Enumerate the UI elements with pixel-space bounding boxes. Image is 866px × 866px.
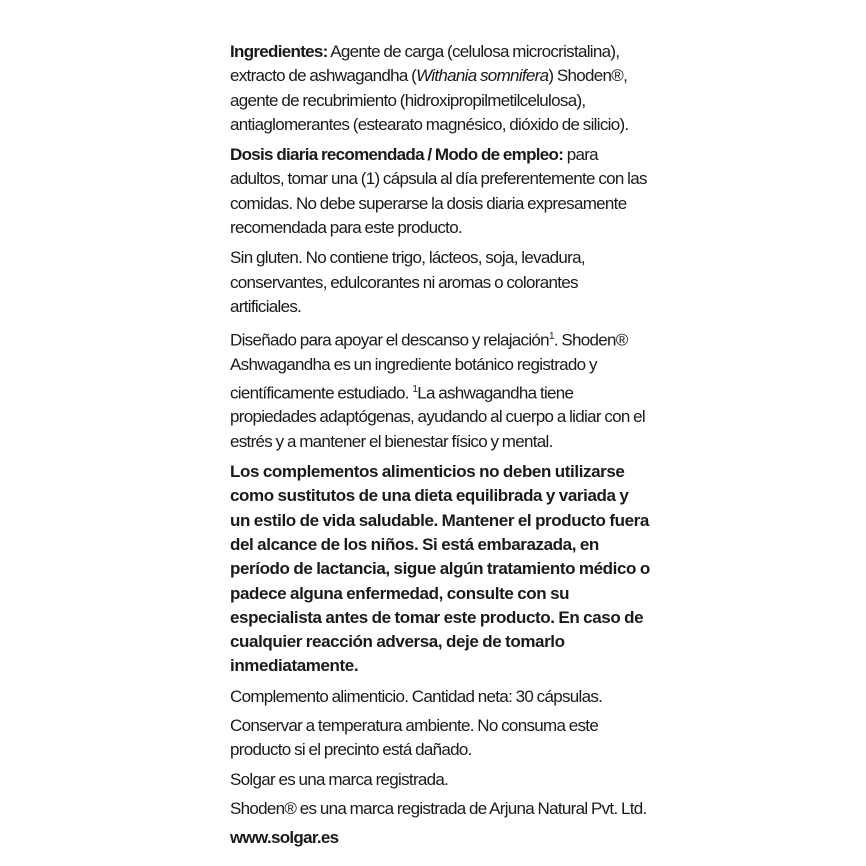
ingredients-heading: Ingredientes: — [230, 42, 328, 61]
dosage-paragraph — [230, 143, 650, 240]
design-text-a: Diseñado para apoyar el descanso y relajación — [230, 330, 549, 350]
ingredients-text-after: ) Shoden®, agente de recubrimiento (hidroxipropilmetilcelulosa), antiaglomerantes (estearato magnésico, dióxido de silicio). — [230, 66, 629, 134]
ingredients-text-before: Agente de carga (celulosa microcristalina), extracto de ashwagandha ( — [230, 42, 620, 86]
net-quantity-text: Complemento alimenticio. Cantidad neta: 30 cápsulas. — [230, 686, 603, 706]
gluten-text: Sin gluten. No contiene trigo, lácteos, soja, levadura, conservantes, edulcorantes ni aromas o colorantes artificiales. — [230, 248, 585, 316]
storage-text: Conservar a temperatura ambiente. No consuma este producto si el precinto está dañado. — [230, 716, 599, 760]
website-paragraph — [230, 826, 650, 850]
warning-paragraph — [230, 460, 650, 679]
design-footnote-mark-a: 1 — [548, 331, 554, 343]
warning-text: Los complementos alimenticios no deben utilizarse como sustitutos de una dieta equilibrada y variada y un estilo de vida saludable. Mantener el producto fuera del alcance de los niños. Si está embarazada, en período de lactancia, sigue algún tratamiento médico o padece alguna enfermedad, consulte con su especialista antes de tomar este producto. En caso de cualquier reacción adversa, deje de tomarlo inmediatamente. — [230, 462, 650, 676]
storage-paragraph — [230, 714, 650, 763]
dosage-heading: Dosis diaria recomendada / Modo de empleo: — [230, 145, 564, 165]
trademark-shoden-paragraph — [230, 797, 650, 821]
design-paragraph — [230, 325, 650, 454]
trademark-solgar-text: Solgar es una marca registrada. — [230, 769, 449, 789]
trademark-shoden-text: Shoden® es una marca registrada de Arjuna Natural Pvt. Ltd. — [230, 798, 647, 818]
net-quantity-paragraph — [230, 685, 650, 709]
gluten-paragraph — [230, 246, 650, 319]
design-text-b: . Shoden® Ashwagandha es un ingrediente botánico registrado y científicamente estudiado. — [230, 330, 628, 403]
ingredients-paragraph — [230, 40, 650, 137]
website-link: www.solgar.es — [230, 828, 339, 848]
ingredients-latin-name: Withania somnifera — [416, 66, 549, 86]
dosage-text: para adultos, tomar una (1) cápsula al día preferentemente con las comidas. No debe superarse la dosis diaria expresamente recomendada para este producto. — [230, 145, 647, 238]
product-label-text — [230, 40, 650, 856]
design-text-c: La ashwagandha tiene propiedades adaptógenas, ayudando al cuerpo a lidiar con el estrés y a mantener el bienestar físico y mental. — [230, 383, 645, 451]
design-footnote-mark-b: 1 — [412, 383, 418, 395]
trademark-solgar-paragraph — [230, 768, 650, 792]
